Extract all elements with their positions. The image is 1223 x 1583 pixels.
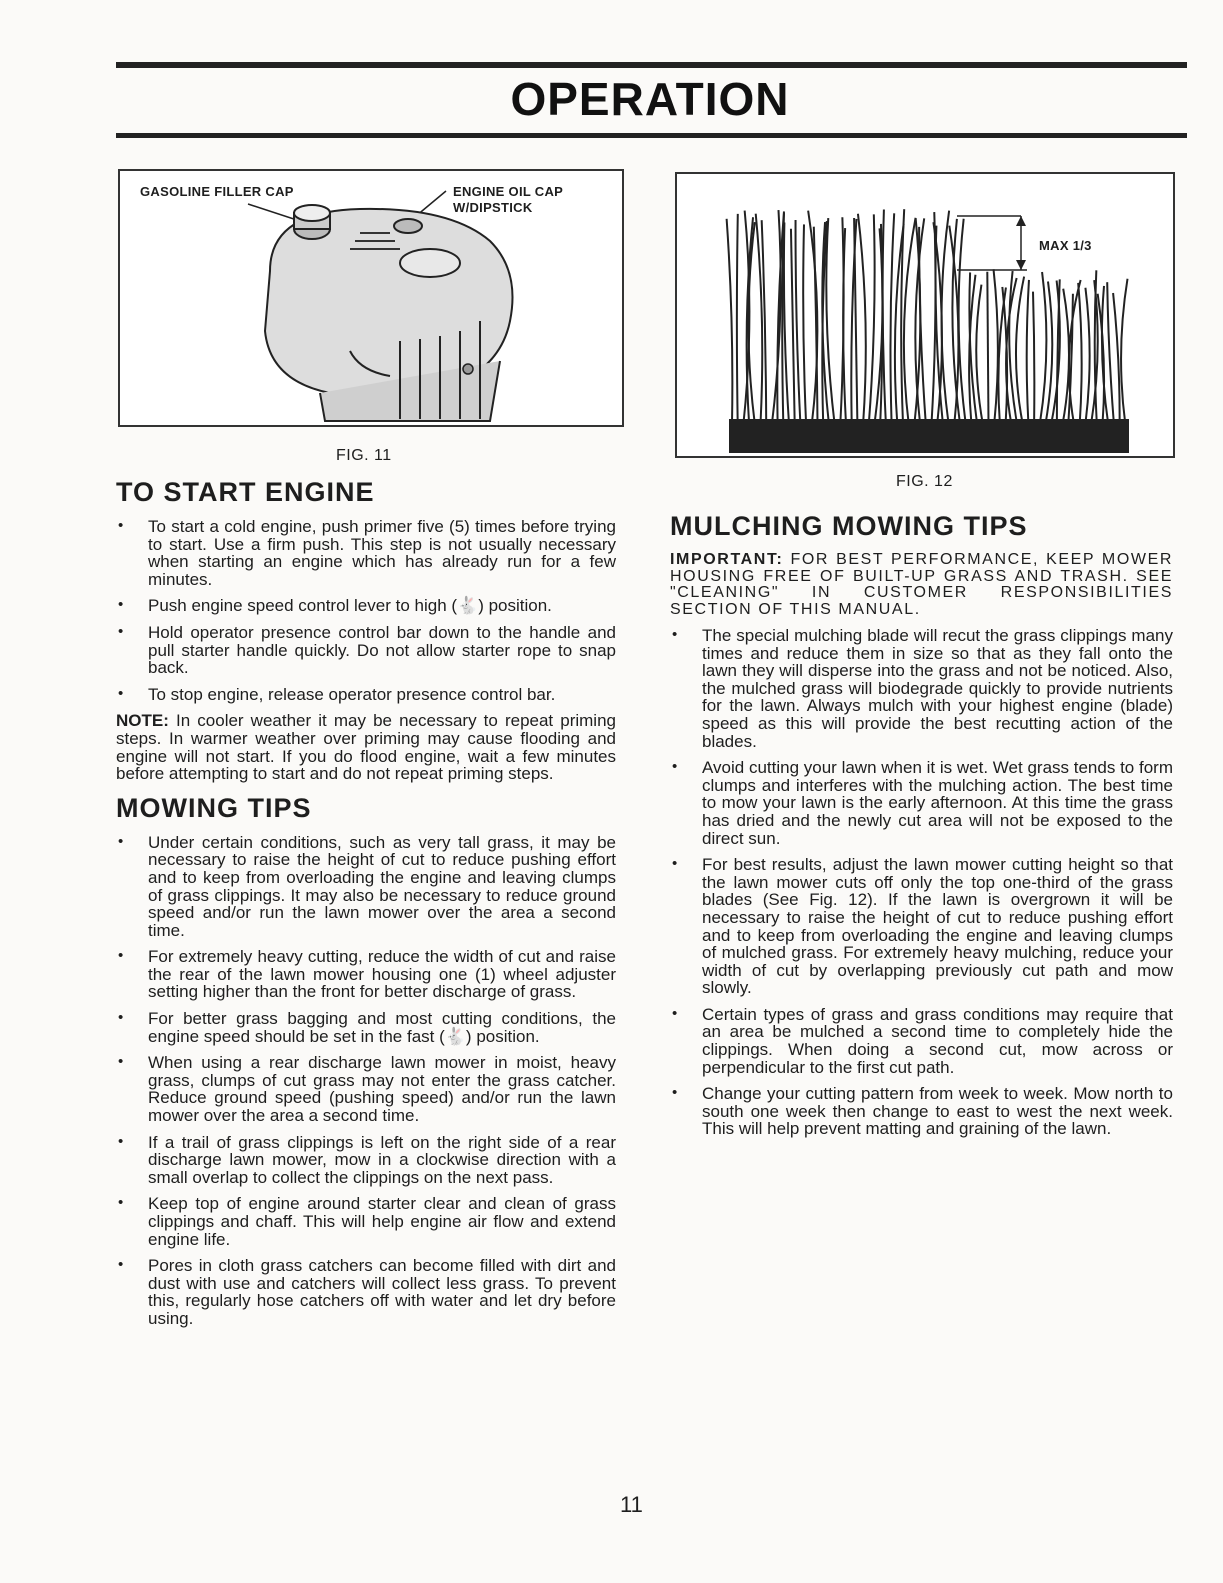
grass-blade	[826, 218, 834, 424]
grass-blade	[1113, 293, 1120, 424]
figure-12-caption: FIG. 12	[896, 473, 953, 490]
grass-blade	[737, 214, 738, 424]
grass-illustration	[677, 174, 1175, 458]
grass-blade	[784, 222, 789, 424]
grass-blade	[959, 219, 966, 424]
list-item: • Pores in cloth grass catchers can become filled with dirt and dust with use and catchers will collect less grass. To prevent this, regularly hose catchers off with water and let dry before using.	[118, 1256, 616, 1328]
grass-blade	[727, 219, 733, 424]
grass-blade	[1078, 283, 1081, 424]
list-item: • Push engine speed control lever to high (🐇) position.	[118, 596, 552, 616]
figure-12-grass	[675, 172, 1175, 458]
note-text: In cooler weather it may be necessary to repeat priming steps. In warmer weather over priming may cause flooding and engine will not start. If you do flood engine, wait a few minutes before attempting to start and do not repeat priming steps.	[116, 711, 616, 784]
header-rule-top	[116, 62, 1187, 68]
engine-illustration	[120, 171, 624, 427]
gas-cap-label: GASOLINE FILLER CAP	[140, 184, 294, 199]
grass-blade	[1016, 277, 1024, 424]
list-item: • For best results, adjust the lawn mower cutting height so that the lawn mower cuts off only the top one-third of the grass blades (See Fig. 12). If the lawn is overgrown it will be necessary to raise the height of cut to reduce pushing effort and to keep from overloading the engine and leaving clumps of mulched grass. For extremely heavy mulching, reduce your width of cut by overlapping previously cut path and mow slowly.	[672, 855, 1173, 998]
oil-cap-label-line2: W/DIPSTICK	[453, 200, 533, 215]
figure-11-caption: FIG. 11	[336, 447, 392, 464]
list-item: • Under certain conditions, such as very tall grass, it may be necessary to raise the height of cut to reduce pushing effort and to keep from overloading the engine and leaving clumps of grass clippings. It may also be necessary to reduce ground speed and/or run the lawn mower over the area a second time.	[118, 832, 616, 940]
grass-blade	[1085, 288, 1089, 424]
grass-blade	[890, 213, 894, 424]
note-paragraph	[116, 712, 616, 782]
list-item: • Certain types of grass and grass conditions may require that an area be mulched a second time to completely hide the clippings. When doing a second cut, mow across or perpendicular to the first cut path.	[672, 1004, 1173, 1077]
grass-blade	[1121, 279, 1127, 424]
list-item: • Avoid cutting your lawn when it is wet. Wet grass tends to form clumps and interferes with the mulching action. The best time to mow your lawn is the early afternoon. At this time the grass has dried and the newly cut area will not be exposed to the direct sun.	[672, 758, 1173, 848]
mulching-heading: MULCHING MOWING TIPS	[670, 511, 1028, 541]
list-item: • If a trail of grass clippings is left on the right side of a rear discharge lawn mower, mow in a clockwise direction with a small overlap to collect the clippings on the next pass.	[118, 1132, 616, 1187]
figure-11-engine	[118, 169, 624, 427]
grass-blade	[803, 224, 806, 424]
grass-blade	[756, 214, 763, 424]
mowing-tips-heading: MOWING TIPS	[116, 792, 312, 823]
grass-blade	[942, 211, 950, 424]
grass-blade	[1040, 272, 1047, 424]
grass-blade	[796, 220, 801, 424]
grass-blade	[869, 214, 875, 424]
list-item: • Change your cutting pattern from week to week. Mow north to south one week then change to east to west the next week. This will help prevent matting and graining of the lawn.	[672, 1084, 1173, 1139]
start-engine-list	[116, 518, 616, 703]
mowing-tips-list	[116, 834, 616, 1328]
page-title: OPERATION	[510, 73, 790, 125]
grass-blade	[987, 272, 988, 424]
grass-blade	[1107, 282, 1114, 424]
page-number: 11	[620, 1492, 643, 1517]
grass-blade	[919, 227, 926, 424]
grass-blade	[858, 214, 866, 424]
mulching-list	[670, 627, 1173, 1138]
list-item: • Keep top of engine around starter clear and clean of grass clippings and chaff. This will help engine air flow and extend engine life.	[118, 1194, 616, 1249]
important-paragraph	[670, 552, 1173, 618]
important-label: IMPORTANT:	[670, 551, 784, 568]
list-item: • Hold operator presence control bar down to the handle and pull starter handle quickly. Do not allow starter rope to snap back.	[118, 622, 616, 678]
oil-cap-label-line1: ENGINE OIL CAP	[453, 184, 564, 199]
grass-blade	[932, 212, 936, 424]
grass-blade	[1033, 292, 1034, 424]
grass-blade	[994, 269, 998, 424]
list-item: • The special mulching blade will recut the grass clippings many times and reduce them in size so that as they fall onto the lawn they will disperse into the grass and not be noticed. Also, the mulched grass will biodegrade quickly to provide nutrients for the lawn. Always mulch with your highest engine (blade) speed as this will provide the best recutting action of the blades.	[672, 626, 1173, 751]
grass-blade	[1063, 289, 1069, 424]
list-item: • For better grass bagging and most cutting conditions, the engine speed should be set in the fast (🐇) position.	[118, 1009, 616, 1046]
list-item: • To start a cold engine, push primer five (5) times before trying to start. Use a firm push. This step is not usually necessary when starting an engine which has already run for a few minutes.	[118, 517, 616, 589]
grass-blade	[854, 218, 857, 424]
list-item: • When using a rear discharge lawn mower in moist, heavy grass, clumps of cut grass may not enter the grass catcher. Reduce ground speed (pushing speed) and/or run the lawn mower over the area a second time.	[118, 1053, 616, 1126]
grass-blade	[883, 209, 886, 424]
header-rule-bottom	[116, 133, 1187, 138]
left-column	[116, 476, 616, 1337]
note-label: NOTE:	[116, 711, 169, 731]
start-engine-heading: TO START ENGINE	[116, 477, 375, 507]
grass-blade	[904, 218, 916, 424]
important-text: FOR BEST PERFORMANCE, KEEP MOWER HOUSING FREE OF BUILT-UP GRASS AND TRASH. SEE "CLEANING" IN CUSTOMER RESPONSIBILITIES SECTION OF THIS MANUAL.	[670, 551, 1173, 618]
grass-blade	[791, 229, 795, 424]
list-item: • For extremely heavy cutting, reduce the width of cut and raise the rear of the lawn mower housing one (1) wheel adjuster setting higher than the front for better discharge of grass.	[118, 947, 616, 1002]
grass-blade	[976, 285, 983, 424]
list-item: • To stop engine, release operator presence control bar.	[118, 684, 556, 704]
grass-blade	[843, 228, 846, 424]
right-column	[670, 510, 1173, 1147]
max-one-third-label: MAX 1/3	[1039, 238, 1092, 253]
grass-blade	[1027, 280, 1029, 424]
